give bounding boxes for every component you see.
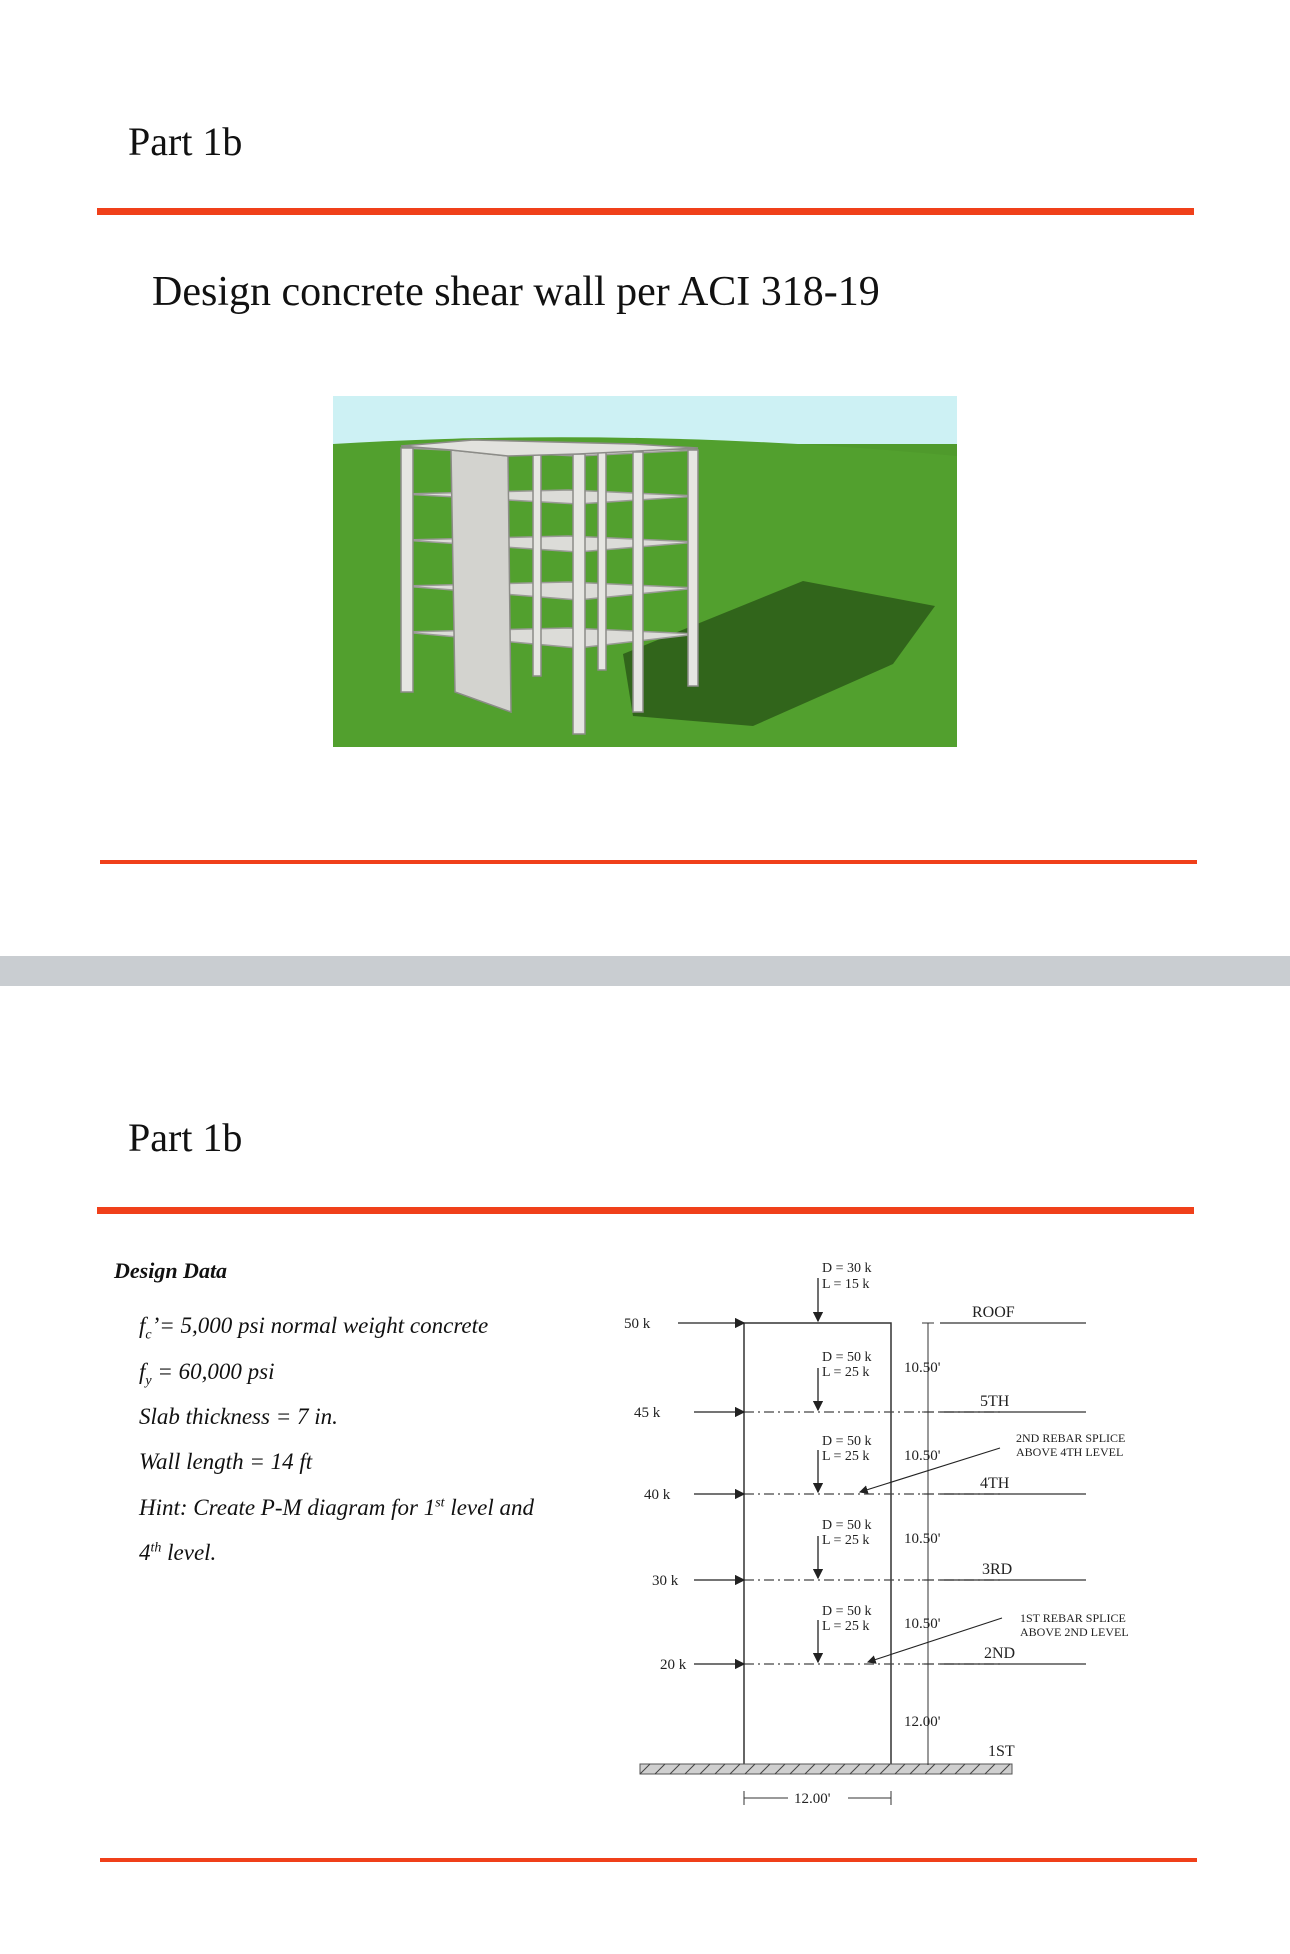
hint-text-b: level and	[444, 1495, 534, 1520]
slab-thickness-line: Slab thickness = 7 in.	[139, 1404, 338, 1429]
top-load-L: L = 15 k	[822, 1277, 870, 1292]
hint-superscript: st	[435, 1495, 445, 1511]
slide-2-part-title: Part 1b	[128, 1115, 243, 1160]
wall-width-dimension: 12.00'	[794, 1791, 831, 1807]
fc-line	[139, 1313, 488, 1344]
level-label-3rd: 3RD	[982, 1561, 1013, 1578]
story-height-5: 10.50'	[904, 1360, 941, 1376]
level-label-5th: 5TH	[980, 1393, 1010, 1410]
story-load-L-2: L = 25 k	[822, 1449, 870, 1464]
story-load-D-2: D = 50 k	[822, 1434, 872, 1449]
building-render-image	[333, 396, 957, 747]
hint-line-2	[139, 1540, 216, 1566]
lateral-load-4th: 40 k	[644, 1487, 671, 1503]
lateral-load-roof: 50 k	[624, 1316, 651, 1332]
fy-symbol: f	[139, 1359, 146, 1384]
wall-elevation-diagram	[610, 1250, 1170, 1820]
hint-text-d: level.	[161, 1540, 217, 1565]
slide-2-top-rule	[97, 1207, 1194, 1214]
splice-1-line-2: ABOVE 2ND LEVEL	[1020, 1625, 1129, 1639]
splice-2-line-2: ABOVE 4TH LEVEL	[1016, 1445, 1124, 1459]
hint-superscript-2: th	[150, 1540, 162, 1556]
story-height-1: 12.00'	[904, 1714, 941, 1730]
story-load-L-3: L = 25 k	[822, 1533, 870, 1548]
hint-text-a: Hint: Create P-M diagram for 1	[139, 1495, 436, 1520]
wall-length-line: Wall length = 14 ft	[139, 1449, 313, 1474]
level-label-roof: ROOF	[972, 1304, 1015, 1321]
slide-1-bottom-rule	[100, 860, 1197, 864]
hint-text-c: 4	[139, 1540, 151, 1565]
slide-1	[0, 0, 1290, 956]
fc-subscript: c	[145, 1327, 152, 1343]
slide-1-top-rule	[97, 208, 1194, 215]
slide-1-part-title: Part 1b	[128, 119, 243, 164]
story-load-D-3: D = 50 k	[822, 1518, 872, 1533]
lateral-load-2nd: 20 k	[660, 1657, 687, 1673]
top-load-D: D = 30 k	[822, 1261, 872, 1276]
lateral-load-3rd: 30 k	[652, 1573, 679, 1589]
lateral-load-5th: 45 k	[634, 1405, 661, 1421]
slide-1-heading: Design concrete shear wall per ACI 318-19	[152, 269, 880, 315]
fc-symbol: f	[139, 1313, 146, 1338]
fy-line	[139, 1359, 274, 1390]
design-data-heading: Design Data	[114, 1258, 228, 1283]
story-height-2: 10.50'	[904, 1616, 941, 1632]
hint-line-1	[139, 1495, 534, 1521]
splice-1-line-1: 1ST REBAR SPLICE	[1020, 1611, 1126, 1625]
fc-text: ’= 5,000 psi normal weight concrete	[151, 1313, 489, 1338]
story-load-D-4: D = 50 k	[822, 1604, 872, 1619]
slide-divider	[0, 956, 1290, 986]
level-label-2nd: 2ND	[984, 1645, 1016, 1662]
story-height-3: 10.50'	[904, 1531, 941, 1547]
level-label-1st: 1ST	[988, 1743, 1015, 1760]
slide-2-bottom-rule	[100, 1858, 1197, 1862]
splice-2-line-1: 2ND REBAR SPLICE	[1016, 1431, 1126, 1445]
level-label-4th: 4TH	[980, 1475, 1010, 1492]
story-load-L-1: L = 25 k	[822, 1365, 870, 1380]
fy-text: = 60,000 psi	[151, 1359, 275, 1384]
story-load-L-4: L = 25 k	[822, 1619, 870, 1634]
story-height-4: 10.50'	[904, 1448, 941, 1464]
fy-subscript: y	[145, 1373, 152, 1389]
story-load-D-1: D = 50 k	[822, 1350, 872, 1365]
